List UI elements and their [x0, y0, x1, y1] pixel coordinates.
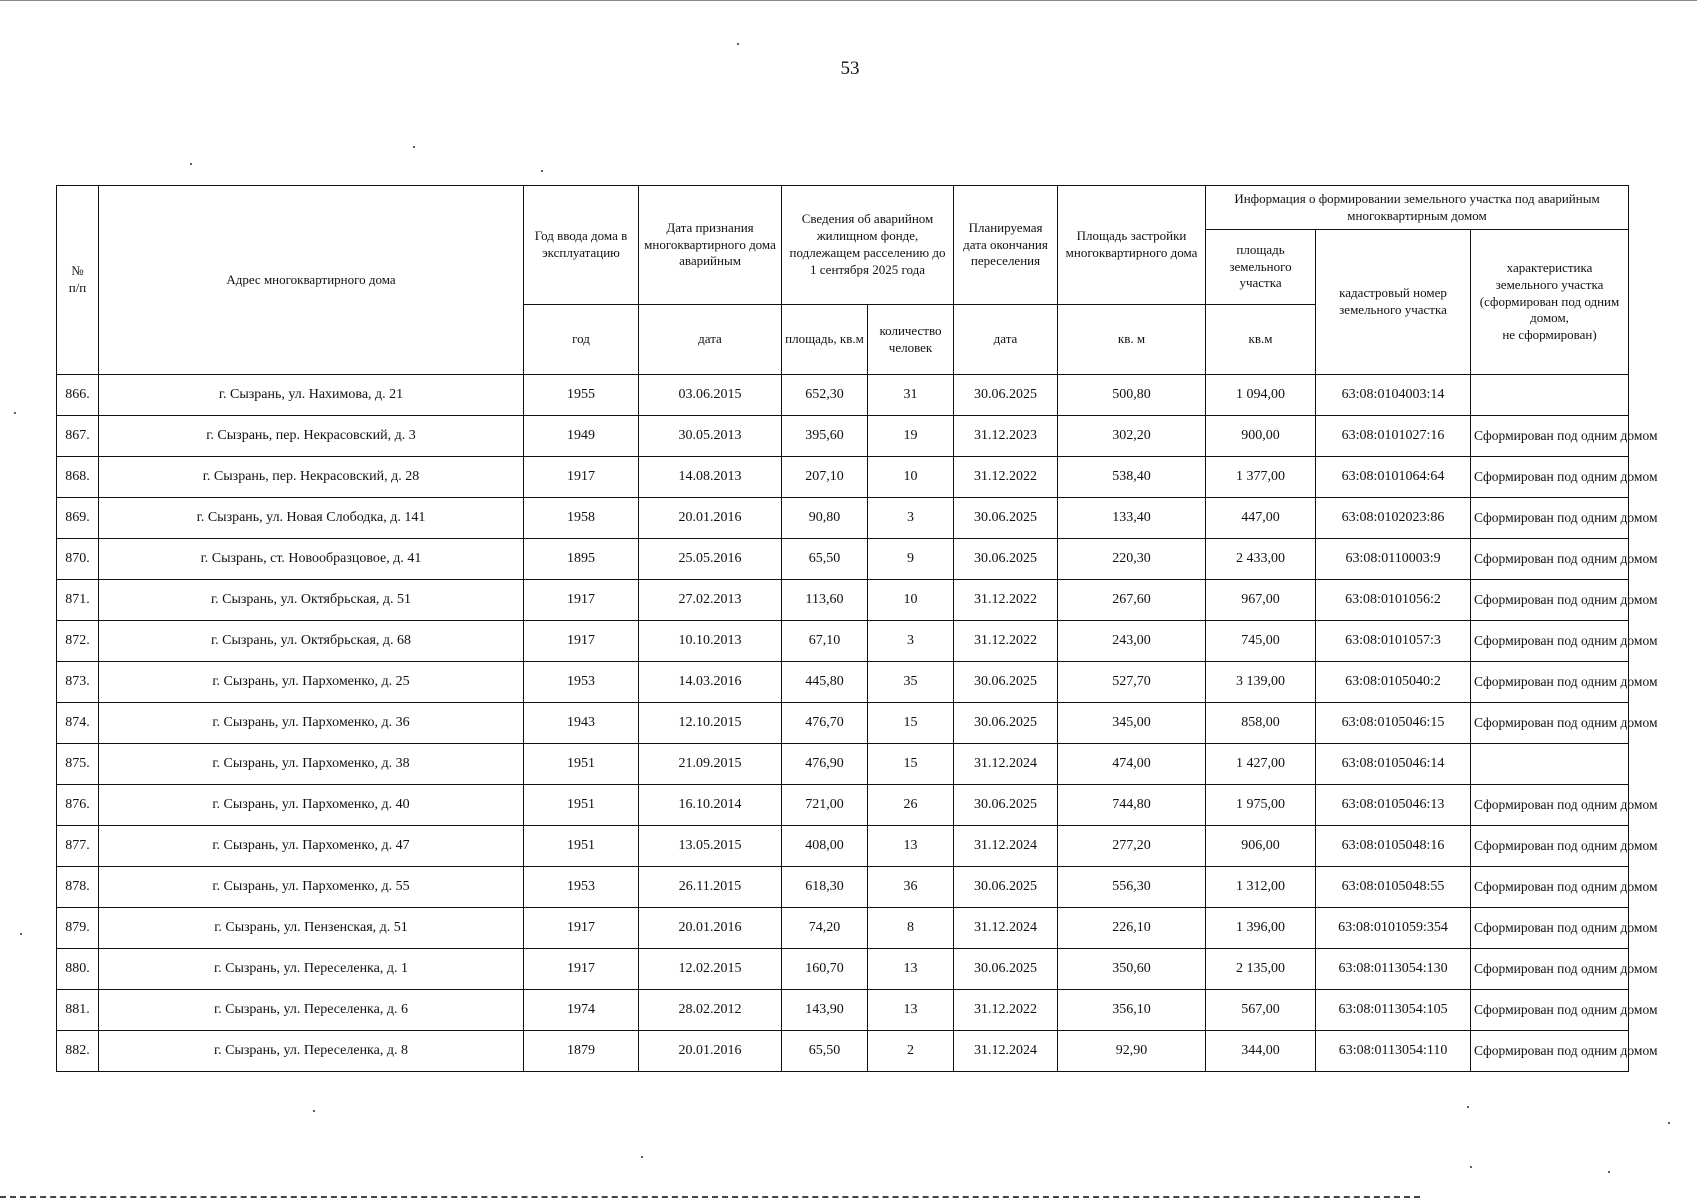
- row-year: 1974: [524, 990, 639, 1031]
- row-land-area: 447,00: [1206, 498, 1316, 539]
- row-land-char: Сформирован под одним домом: [1471, 662, 1629, 703]
- table-row: [57, 498, 1629, 539]
- row-cadastral: 63:08:0113054:130: [1316, 949, 1471, 990]
- row-people: 35: [868, 662, 954, 703]
- row-date-recognized: 13.05.2015: [639, 826, 782, 867]
- row-cadastral: 63:08:0102023:86: [1316, 498, 1471, 539]
- row-date-recognized: 16.10.2014: [639, 785, 782, 826]
- scan-speck: [737, 43, 739, 45]
- row-cadastral: 63:08:0101057:3: [1316, 621, 1471, 662]
- row-land-area: 967,00: [1206, 580, 1316, 621]
- row-area: 476,70: [782, 703, 868, 744]
- row-area: 476,90: [782, 744, 868, 785]
- row-building-area: 350,60: [1058, 949, 1206, 990]
- row-year: 1958: [524, 498, 639, 539]
- row-year: 1951: [524, 744, 639, 785]
- row-building-area: 744,80: [1058, 785, 1206, 826]
- table-row: [57, 990, 1629, 1031]
- table-row: [57, 580, 1629, 621]
- row-land-char: Сформирован под одним домом: [1471, 580, 1629, 621]
- row-year: 1917: [524, 580, 639, 621]
- row-planned-date: 31.12.2024: [954, 744, 1058, 785]
- row-land-char: Сформирован под одним домом: [1471, 867, 1629, 908]
- row-people: 13: [868, 826, 954, 867]
- row-cadastral: 63:08:0101056:2: [1316, 580, 1471, 621]
- row-building-area: 133,40: [1058, 498, 1206, 539]
- scan-speck: [641, 1156, 643, 1158]
- row-date-recognized: 14.08.2013: [639, 457, 782, 498]
- row-people: 15: [868, 703, 954, 744]
- row-number: 878.: [57, 867, 99, 908]
- row-people: 13: [868, 949, 954, 990]
- row-date-recognized: 21.09.2015: [639, 744, 782, 785]
- scan-speck: [1467, 1106, 1469, 1108]
- row-planned-date: 31.12.2024: [954, 1031, 1058, 1072]
- row-cadastral: 63:08:0105046:15: [1316, 703, 1471, 744]
- row-area: 618,30: [782, 867, 868, 908]
- row-planned-date: 31.12.2024: [954, 908, 1058, 949]
- row-address: г. Сызрань, ул. Пархоменко, д. 47: [99, 826, 524, 867]
- table-row: [57, 785, 1629, 826]
- row-land-char: Сформирован под одним домом: [1471, 908, 1629, 949]
- table-row: [57, 416, 1629, 457]
- table-row: [57, 1031, 1629, 1072]
- scan-speck: [190, 163, 192, 165]
- row-date-recognized: 20.01.2016: [639, 908, 782, 949]
- row-date-recognized: 25.05.2016: [639, 539, 782, 580]
- unit-people: количество человек: [868, 305, 954, 375]
- row-area: 408,00: [782, 826, 868, 867]
- row-area: 143,90: [782, 990, 868, 1031]
- row-year: 1953: [524, 867, 639, 908]
- row-address: г. Сызрань, ул. Пархоменко, д. 40: [99, 785, 524, 826]
- row-date-recognized: 03.06.2015: [639, 375, 782, 416]
- row-planned-date: 31.12.2022: [954, 580, 1058, 621]
- table-row: [57, 908, 1629, 949]
- row-year: 1953: [524, 662, 639, 703]
- row-land-char: [1471, 744, 1629, 785]
- row-land-char: Сформирован под одним домом: [1471, 990, 1629, 1031]
- row-building-area: 556,30: [1058, 867, 1206, 908]
- row-number: 880.: [57, 949, 99, 990]
- row-land-area: 1 377,00: [1206, 457, 1316, 498]
- table-row: [57, 703, 1629, 744]
- row-land-area: 3 139,00: [1206, 662, 1316, 703]
- row-cadastral: 63:08:0104003:14: [1316, 375, 1471, 416]
- table-row: [57, 744, 1629, 785]
- row-address: г. Сызрань, ул. Пархоменко, д. 55: [99, 867, 524, 908]
- scan-speck: [541, 170, 543, 172]
- row-building-area: 277,20: [1058, 826, 1206, 867]
- row-land-area: 1 312,00: [1206, 867, 1316, 908]
- row-land-area: 2 433,00: [1206, 539, 1316, 580]
- row-year: 1943: [524, 703, 639, 744]
- header-building-area: Площадь застройки многоквартирного дома: [1058, 186, 1206, 305]
- table-row: [57, 949, 1629, 990]
- scan-speck: [14, 412, 16, 414]
- scan-speck: [1668, 1122, 1670, 1124]
- row-address: г. Сызрань, ул. Пензенская, д. 51: [99, 908, 524, 949]
- row-number: 872.: [57, 621, 99, 662]
- row-area: 74,20: [782, 908, 868, 949]
- row-land-area: 2 135,00: [1206, 949, 1316, 990]
- row-year: 1917: [524, 457, 639, 498]
- row-date-recognized: 20.01.2016: [639, 498, 782, 539]
- row-number: 869.: [57, 498, 99, 539]
- row-number: 882.: [57, 1031, 99, 1072]
- row-people: 10: [868, 580, 954, 621]
- scan-speck: [313, 1110, 315, 1112]
- row-date-recognized: 10.10.2013: [639, 621, 782, 662]
- row-building-area: 474,00: [1058, 744, 1206, 785]
- row-cadastral: 63:08:0101027:16: [1316, 416, 1471, 457]
- row-address: г. Сызрань, ул. Октябрьская, д. 51: [99, 580, 524, 621]
- row-number: 879.: [57, 908, 99, 949]
- row-people: 3: [868, 621, 954, 662]
- row-people: 15: [868, 744, 954, 785]
- row-cadastral: 63:08:0105046:13: [1316, 785, 1471, 826]
- header-emergency-fund: Сведения об аварийном жилищном фонде, подлежащем расселению до 1 сентября 2025 года: [782, 186, 954, 305]
- row-year: 1895: [524, 539, 639, 580]
- row-address: г. Сызрань, пер. Некрасовский, д. 3: [99, 416, 524, 457]
- header-cadastral: кадастровый номер земельного участка: [1316, 230, 1471, 375]
- row-land-area: 1 396,00: [1206, 908, 1316, 949]
- row-number: 866.: [57, 375, 99, 416]
- row-planned-date: 30.06.2025: [954, 375, 1058, 416]
- table-row: [57, 621, 1629, 662]
- row-land-area: 1 094,00: [1206, 375, 1316, 416]
- row-year: 1949: [524, 416, 639, 457]
- row-address: г. Сызрань, ул. Пархоменко, д. 25: [99, 662, 524, 703]
- emergency-housing-table: [56, 185, 1658, 1072]
- row-address: г. Сызрань, ул. Пархоменко, д. 38: [99, 744, 524, 785]
- row-building-area: 220,30: [1058, 539, 1206, 580]
- table-body: [57, 375, 1658, 1072]
- row-number: 875.: [57, 744, 99, 785]
- row-year: 1955: [524, 375, 639, 416]
- row-planned-date: 31.12.2024: [954, 826, 1058, 867]
- row-year: 1879: [524, 1031, 639, 1072]
- row-land-area: 344,00: [1206, 1031, 1316, 1072]
- row-people: 31: [868, 375, 954, 416]
- row-people: 2: [868, 1031, 954, 1072]
- row-address: г. Сызрань, ул. Нахимова, д. 21: [99, 375, 524, 416]
- row-planned-date: 30.06.2025: [954, 949, 1058, 990]
- row-number: 876.: [57, 785, 99, 826]
- page-number: 53: [840, 58, 860, 79]
- row-date-recognized: 12.02.2015: [639, 949, 782, 990]
- row-land-char: Сформирован под одним домом: [1471, 498, 1629, 539]
- row-people: 8: [868, 908, 954, 949]
- row-building-area: 243,00: [1058, 621, 1206, 662]
- row-people: 19: [868, 416, 954, 457]
- row-area: 113,60: [782, 580, 868, 621]
- row-building-area: 302,20: [1058, 416, 1206, 457]
- scan-speck: [413, 146, 415, 148]
- table-row: [57, 662, 1629, 703]
- header-planned-date: Планируемая дата окончания переселения: [954, 186, 1058, 305]
- row-area: 207,10: [782, 457, 868, 498]
- header-land-info: Информация о формировании земельного участка под аварийным многоквартирным домом: [1206, 186, 1629, 230]
- row-building-area: 345,00: [1058, 703, 1206, 744]
- row-planned-date: 30.06.2025: [954, 498, 1058, 539]
- row-cadastral: 63:08:0105040:2: [1316, 662, 1471, 703]
- row-planned-date: 31.12.2023: [954, 416, 1058, 457]
- row-land-char: [1471, 375, 1629, 416]
- row-year: 1917: [524, 908, 639, 949]
- row-people: 26: [868, 785, 954, 826]
- scan-speck: [1608, 1171, 1610, 1173]
- row-people: 36: [868, 867, 954, 908]
- row-land-char: Сформирован под одним домом: [1471, 826, 1629, 867]
- row-land-char: Сформирован под одним домом: [1471, 785, 1629, 826]
- table-row: [57, 867, 1629, 908]
- row-area: 65,50: [782, 539, 868, 580]
- row-address: г. Сызрань, ул. Новая Слободка, д. 141: [99, 498, 524, 539]
- row-building-area: 527,70: [1058, 662, 1206, 703]
- row-year: 1917: [524, 621, 639, 662]
- row-number: 871.: [57, 580, 99, 621]
- row-land-char: Сформирован под одним домом: [1471, 949, 1629, 990]
- row-land-area: 1 975,00: [1206, 785, 1316, 826]
- row-cadastral: 63:08:0113054:110: [1316, 1031, 1471, 1072]
- row-cadastral: 63:08:0105048:16: [1316, 826, 1471, 867]
- row-address: г. Сызрань, ул. Октябрьская, д. 68: [99, 621, 524, 662]
- row-date-recognized: 28.02.2012: [639, 990, 782, 1031]
- header-date-recognized: Дата признания многоквартирного дома аварийным: [639, 186, 782, 305]
- row-number: 873.: [57, 662, 99, 703]
- row-year: 1951: [524, 785, 639, 826]
- unit-year: год: [524, 305, 639, 375]
- table-row: [57, 457, 1629, 498]
- row-number: 868.: [57, 457, 99, 498]
- row-land-area: 567,00: [1206, 990, 1316, 1031]
- row-planned-date: 31.12.2022: [954, 457, 1058, 498]
- row-building-area: 500,80: [1058, 375, 1206, 416]
- row-planned-date: 30.06.2025: [954, 867, 1058, 908]
- row-area: 160,70: [782, 949, 868, 990]
- row-area: 90,80: [782, 498, 868, 539]
- table-row: [57, 375, 1629, 416]
- unit-building-area: кв. м: [1058, 305, 1206, 375]
- row-cadastral: 63:08:0101059:354: [1316, 908, 1471, 949]
- row-date-recognized: 30.05.2013: [639, 416, 782, 457]
- table-row: [57, 539, 1629, 580]
- row-land-area: 1 427,00: [1206, 744, 1316, 785]
- row-land-char: Сформирован под одним домом: [1471, 539, 1629, 580]
- row-building-area: 267,60: [1058, 580, 1206, 621]
- row-planned-date: 31.12.2022: [954, 621, 1058, 662]
- row-address: г. Сызрань, ул. Переселенка, д. 6: [99, 990, 524, 1031]
- row-land-char: Сформирован под одним домом: [1471, 457, 1629, 498]
- row-building-area: 92,90: [1058, 1031, 1206, 1072]
- row-number: 867.: [57, 416, 99, 457]
- scan-speck: [20, 933, 22, 935]
- row-address: г. Сызрань, ул. Переселенка, д. 1: [99, 949, 524, 990]
- row-land-char: Сформирован под одним домом: [1471, 416, 1629, 457]
- unit-land-area: кв.м: [1206, 305, 1316, 375]
- row-number: 870.: [57, 539, 99, 580]
- row-planned-date: 30.06.2025: [954, 539, 1058, 580]
- row-cadastral: 63:08:0105046:14: [1316, 744, 1471, 785]
- row-number: 881.: [57, 990, 99, 1031]
- row-land-char: Сформирован под одним домом: [1471, 1031, 1629, 1072]
- row-area: 445,80: [782, 662, 868, 703]
- row-building-area: 538,40: [1058, 457, 1206, 498]
- row-address: г. Сызрань, ул. Пархоменко, д. 36: [99, 703, 524, 744]
- row-area: 395,60: [782, 416, 868, 457]
- row-land-char: Сформирован под одним домом: [1471, 703, 1629, 744]
- header-land-char: характеристика земельного участка (сформирован под одним домом, не сформирован): [1471, 230, 1629, 375]
- table-header: [57, 186, 1629, 375]
- row-planned-date: 31.12.2022: [954, 990, 1058, 1031]
- row-planned-date: 30.06.2025: [954, 662, 1058, 703]
- row-address: г. Сызрань, пер. Некрасовский, д. 28: [99, 457, 524, 498]
- row-land-char: Сформирован под одним домом: [1471, 621, 1629, 662]
- row-cadastral: 63:08:0105048:55: [1316, 867, 1471, 908]
- scan-speck: [1470, 1166, 1472, 1168]
- row-date-recognized: 27.02.2013: [639, 580, 782, 621]
- unit-planned-date: дата: [954, 305, 1058, 375]
- row-planned-date: 30.06.2025: [954, 703, 1058, 744]
- scan-top-edge: [0, 0, 1697, 1]
- row-land-area: 906,00: [1206, 826, 1316, 867]
- row-building-area: 356,10: [1058, 990, 1206, 1031]
- row-date-recognized: 26.11.2015: [639, 867, 782, 908]
- row-land-area: 900,00: [1206, 416, 1316, 457]
- row-cadastral: 63:08:0101064:64: [1316, 457, 1471, 498]
- row-number: 874.: [57, 703, 99, 744]
- row-date-recognized: 14.03.2016: [639, 662, 782, 703]
- row-number: 877.: [57, 826, 99, 867]
- row-people: 3: [868, 498, 954, 539]
- header-land-area: площадь земельного участка: [1206, 230, 1316, 305]
- unit-date-recognized: дата: [639, 305, 782, 375]
- row-area: 721,00: [782, 785, 868, 826]
- row-year: 1917: [524, 949, 639, 990]
- unit-area: площадь, кв.м: [782, 305, 868, 375]
- row-land-area: 745,00: [1206, 621, 1316, 662]
- header-address: Адрес многоквартирного дома: [99, 186, 524, 375]
- scan-bottom-edge: [0, 1196, 1420, 1198]
- row-address: г. Сызрань, ул. Переселенка, д. 8: [99, 1031, 524, 1072]
- row-area: 652,30: [782, 375, 868, 416]
- row-date-recognized: 20.01.2016: [639, 1031, 782, 1072]
- row-planned-date: 30.06.2025: [954, 785, 1058, 826]
- row-date-recognized: 12.10.2015: [639, 703, 782, 744]
- row-cadastral: 63:08:0113054:105: [1316, 990, 1471, 1031]
- row-people: 10: [868, 457, 954, 498]
- row-year: 1951: [524, 826, 639, 867]
- row-land-area: 858,00: [1206, 703, 1316, 744]
- row-address: г. Сызрань, ст. Новообразцовое, д. 41: [99, 539, 524, 580]
- header-num: № п/п: [57, 186, 99, 375]
- header-year: Год ввода дома в эксплуатацию: [524, 186, 639, 305]
- table-row: [57, 826, 1629, 867]
- row-cadastral: 63:08:0110003:9: [1316, 539, 1471, 580]
- row-people: 9: [868, 539, 954, 580]
- row-building-area: 226,10: [1058, 908, 1206, 949]
- row-area: 65,50: [782, 1031, 868, 1072]
- row-area: 67,10: [782, 621, 868, 662]
- row-people: 13: [868, 990, 954, 1031]
